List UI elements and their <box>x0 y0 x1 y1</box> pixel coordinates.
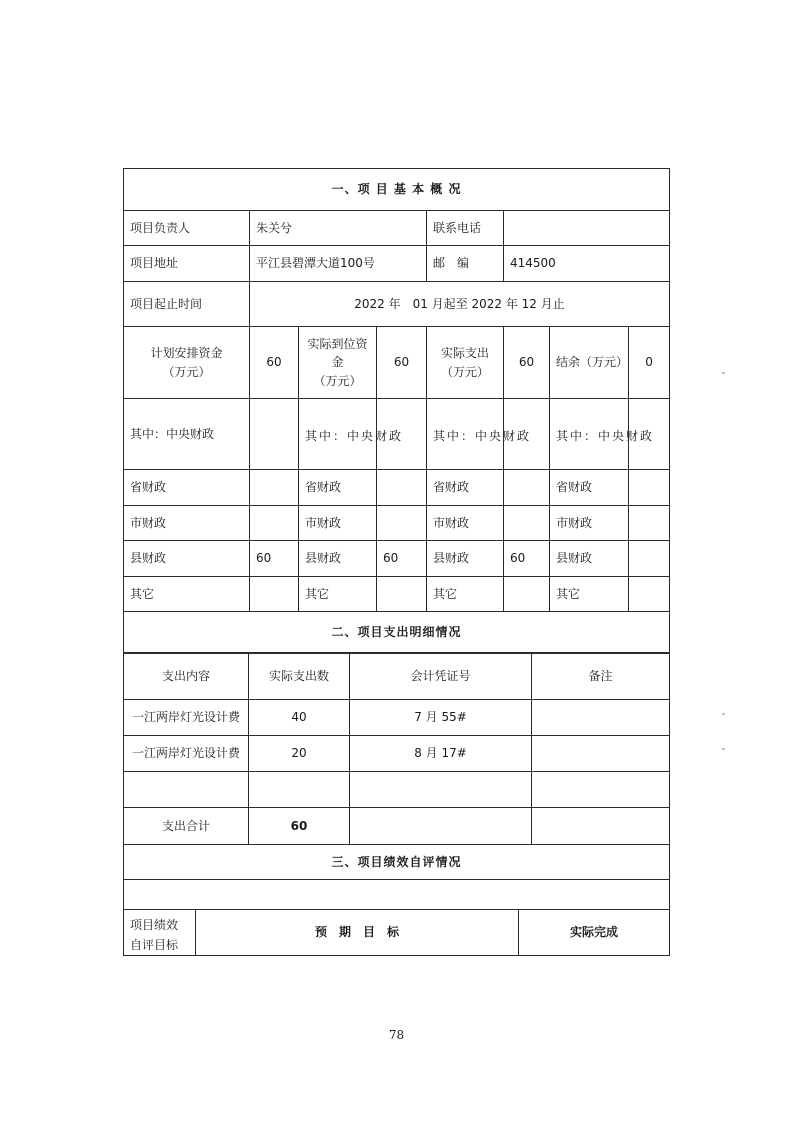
expense-table <box>123 652 670 845</box>
section2-title: 二、项目支出明细情况 <box>124 612 670 654</box>
county-d-value <box>629 541 670 577</box>
expense-row <box>124 700 670 736</box>
section1-title: 一、项 目 基 本 概 况 <box>124 169 670 211</box>
postcode-label: 邮 编 <box>427 246 504 282</box>
received-funds-value: 60 <box>377 327 427 399</box>
other-c-value <box>504 577 550 612</box>
other-b-label: 其它 <box>299 577 377 612</box>
expense-note <box>532 736 670 772</box>
expense-amount-header: 实际支出数 <box>249 653 350 700</box>
period-value: 2022 年 01 月起至 2022 年 12 月止 <box>250 282 670 327</box>
phone-value <box>504 211 670 246</box>
city-b-value <box>377 506 427 541</box>
expense-total-row <box>124 808 670 845</box>
expense-note <box>532 700 670 736</box>
city-d-label: 市财政 <box>550 506 629 541</box>
other-b-value <box>377 577 427 612</box>
expense-content <box>124 772 249 808</box>
planned-funds-label <box>124 327 250 399</box>
project-form <box>123 168 669 952</box>
province-d-value <box>629 470 670 506</box>
other-d-label: 其它 <box>550 577 629 612</box>
section1-header-row <box>124 169 670 211</box>
expense-amount: 20 <box>249 736 350 772</box>
other-a-label: 其它 <box>124 577 250 612</box>
funding-row-county <box>124 541 670 577</box>
funding-header-row <box>124 327 670 399</box>
actual-spending-value: 60 <box>504 327 550 399</box>
expense-voucher: 8 月 17# <box>350 736 532 772</box>
expense-total-label: 支出合计 <box>124 808 249 845</box>
central-d-label: 其中：中央财政 <box>550 399 629 470</box>
expense-voucher <box>350 772 532 808</box>
expense-note <box>532 772 670 808</box>
county-c-label: 县财政 <box>427 541 504 577</box>
other-a-value <box>250 577 299 612</box>
city-d-value <box>629 506 670 541</box>
expense-total-voucher <box>350 808 532 845</box>
scan-mark <box>722 372 725 374</box>
other-d-value <box>629 577 670 612</box>
section2-header-row <box>124 612 670 654</box>
funding-row-other <box>124 577 670 612</box>
city-a-label: 市财政 <box>124 506 250 541</box>
expense-row-empty <box>124 772 670 808</box>
owner-label: 项目负责人 <box>124 211 250 246</box>
owner-value: 朱关兮 <box>250 211 427 246</box>
city-c-value <box>504 506 550 541</box>
central-c-label: 其中：中央财政 <box>427 399 504 470</box>
postcode-value: 414500 <box>504 246 670 282</box>
period-label: 项目起止时间 <box>124 282 250 327</box>
scan-mark <box>722 748 725 750</box>
owner-row <box>124 211 670 246</box>
performance-header-row <box>124 910 670 956</box>
county-b-value: 60 <box>377 541 427 577</box>
phone-label: 联系电话 <box>427 211 504 246</box>
expense-row <box>124 736 670 772</box>
expense-total-note <box>532 808 670 845</box>
period-row <box>124 282 670 327</box>
section3-blank-row <box>124 880 670 910</box>
expense-voucher: 7 月 55# <box>350 700 532 736</box>
page-number: 78 <box>388 1028 405 1042</box>
province-d-label: 省财政 <box>550 470 629 506</box>
county-b-label: 县财政 <box>299 541 377 577</box>
planned-funds-line1: 计划安排资金 <box>150 345 223 360</box>
actual-spending-label <box>427 327 504 399</box>
county-d-label: 县财政 <box>550 541 629 577</box>
city-c-label: 市财政 <box>427 506 504 541</box>
received-funds-label <box>299 327 377 399</box>
performance-label-line1: 项目绩效 <box>130 918 179 932</box>
province-a-value <box>250 470 299 506</box>
province-c-value <box>504 470 550 506</box>
expense-amount: 40 <box>249 700 350 736</box>
expense-content-header: 支出内容 <box>124 653 249 700</box>
balance-value: 0 <box>629 327 670 399</box>
funding-row-central <box>124 399 670 470</box>
received-funds-line2: 金 <box>331 355 344 370</box>
expected-target-header: 预 期 目 标 <box>196 910 519 956</box>
address-row <box>124 246 670 282</box>
section3-header-row <box>124 845 670 880</box>
section3-title: 三、项目绩效自评情况 <box>124 845 670 880</box>
province-a-label: 省财政 <box>124 470 250 506</box>
central-b-label: 其中：中央财政 <box>299 399 377 470</box>
balance-label: 结余（万元） <box>550 327 629 399</box>
county-a-label: 县财政 <box>124 541 250 577</box>
actual-spending-line1: 实际支出 <box>440 345 489 360</box>
received-funds-line1: 实际到位资 <box>307 336 368 351</box>
funding-row-city <box>124 506 670 541</box>
performance-label-line2: 自评目标 <box>130 938 179 952</box>
performance-label <box>124 910 196 956</box>
expense-voucher-header: 会计凭证号 <box>350 653 532 700</box>
received-funds-line3: （万元） <box>313 373 362 388</box>
address-label: 项目地址 <box>124 246 250 282</box>
expense-content: 一江两岸灯光设计费 <box>124 736 249 772</box>
funding-row-province <box>124 470 670 506</box>
expense-content: 一江两岸灯光设计费 <box>124 700 249 736</box>
county-c-value: 60 <box>504 541 550 577</box>
actual-result-header: 实际完成 <box>519 910 670 956</box>
expense-header-row <box>124 653 670 700</box>
actual-spending-line2: （万元） <box>440 364 489 379</box>
province-b-label: 省财政 <box>299 470 377 506</box>
address-value: 平江县碧潭大道100号 <box>250 246 427 282</box>
county-a-value: 60 <box>250 541 299 577</box>
form-table <box>123 168 670 654</box>
scan-mark <box>722 713 725 715</box>
city-b-label: 市财政 <box>299 506 377 541</box>
performance-table <box>123 844 670 956</box>
expense-total-value: 60 <box>249 808 350 845</box>
section3-blank <box>124 880 670 910</box>
city-a-value <box>250 506 299 541</box>
planned-funds-line2: （万元） <box>162 364 211 379</box>
province-b-value <box>377 470 427 506</box>
other-c-label: 其它 <box>427 577 504 612</box>
central-a-label: 其中：中央财政 <box>124 399 250 470</box>
expense-note-header: 备注 <box>532 653 670 700</box>
planned-funds-value: 60 <box>250 327 299 399</box>
central-a-value <box>250 399 299 470</box>
province-c-label: 省财政 <box>427 470 504 506</box>
expense-amount <box>249 772 350 808</box>
